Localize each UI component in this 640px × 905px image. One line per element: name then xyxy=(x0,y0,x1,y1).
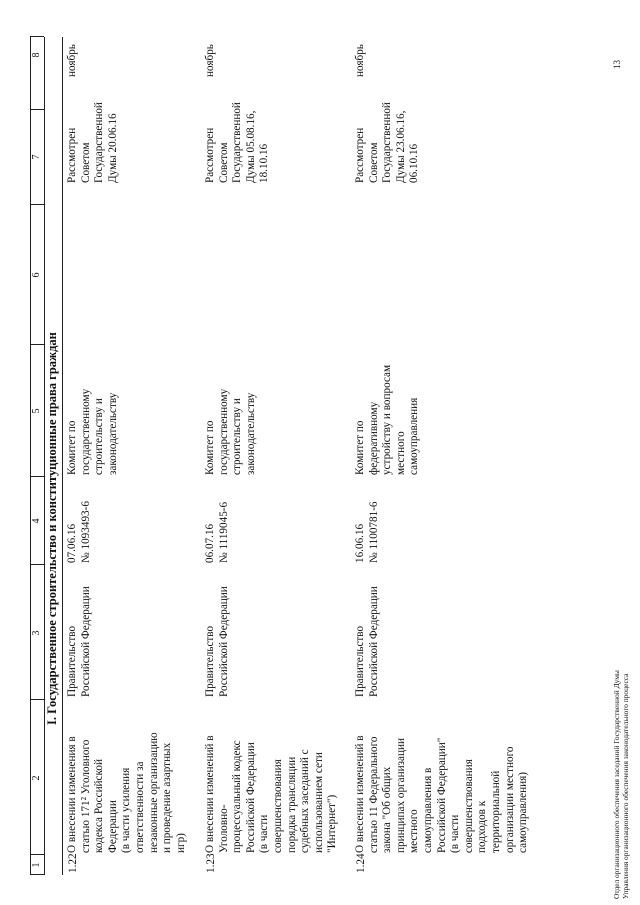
planned-month: ноябрь xyxy=(204,44,216,77)
consideration-status: Рассмотрен Советом Государственной Думы 23.06.16, 06.10.16 xyxy=(354,102,421,183)
col-sep-3 xyxy=(30,564,44,565)
row-number: 1.22 xyxy=(67,853,79,873)
planned-month: ноябрь xyxy=(66,44,78,77)
row-number: 1.24 xyxy=(355,853,367,873)
col-sep-5 xyxy=(30,344,44,345)
col-header-3: 3 xyxy=(31,630,42,636)
responsible-committee: Комитет по федеративному устройству и вопросам местного самоуправления xyxy=(354,364,421,475)
col-sep-4 xyxy=(30,476,44,477)
bill-title: О внесении изменений в Уголовно- процессуальный кодекс Российской Федерации (в части совершенствования порядка трансляции судебных заседаний с использованием сети "Интернет") xyxy=(204,735,339,853)
row-number: 1.23 xyxy=(205,853,217,873)
planned-month: ноябрь xyxy=(354,44,366,77)
col-sep-2 xyxy=(30,699,44,700)
col-header-4: 4 xyxy=(31,518,42,524)
consideration-status: Рассмотрен Советом Государственной Думы 20.06.16 xyxy=(66,102,119,183)
consideration-status: Рассмотрен Советом Государственной Думы 05.08.16, 18.10.16 xyxy=(204,102,271,183)
section-title: I. Государственное строительство и конституционные права граждан xyxy=(45,332,59,725)
responsible-committee: Комитет по государственному строительству и законодательству xyxy=(66,388,119,475)
registration-info: 06.07.16 № 1119045-6 xyxy=(204,501,230,563)
bill-author: Правительство Российской Федерации xyxy=(354,586,380,697)
registration-info: 16.06.16 № 1100781-6 xyxy=(354,501,380,563)
col-header-1: 1 xyxy=(31,862,42,868)
footer-department: Отдел организационного обеспечения заседаний Государственной Думы xyxy=(612,670,621,899)
col-sep-7 xyxy=(30,109,44,110)
section-bottom-border xyxy=(62,37,63,875)
bill-author: Правительство Российской Федерации xyxy=(204,586,230,697)
col-header-7: 7 xyxy=(31,154,42,160)
col-header-6: 6 xyxy=(31,272,42,278)
registration-info: 07.06.16 № 1093493-6 xyxy=(66,501,92,563)
bill-title: О внесении изменения в статью 171² Уголовного кодекса Российской Федерации (в части усиления ответственности за незаконные организацию и проведение азартных игр) xyxy=(66,732,187,853)
col-sep-6 xyxy=(30,204,44,205)
footer-directorate: Управления организационного обеспечения законодательного процесса xyxy=(621,673,630,899)
col-header-8: 8 xyxy=(31,52,42,58)
bill-title: О внесении изменений в статью 11 Федерального закона "Об общих принципах организации местного самоуправления в Российской Федерации" (в части совершенствования подходов к территориальной организации местного самоуправления) xyxy=(354,735,530,853)
col-header-5: 5 xyxy=(31,408,42,414)
col-header-2: 2 xyxy=(31,775,42,781)
bill-author: Правительство Российской Федерации xyxy=(66,586,92,697)
responsible-committee: Комитет по государственному строительству и законодательству xyxy=(204,388,257,475)
page-number: 13 xyxy=(612,60,622,69)
table-right-border xyxy=(30,36,44,37)
